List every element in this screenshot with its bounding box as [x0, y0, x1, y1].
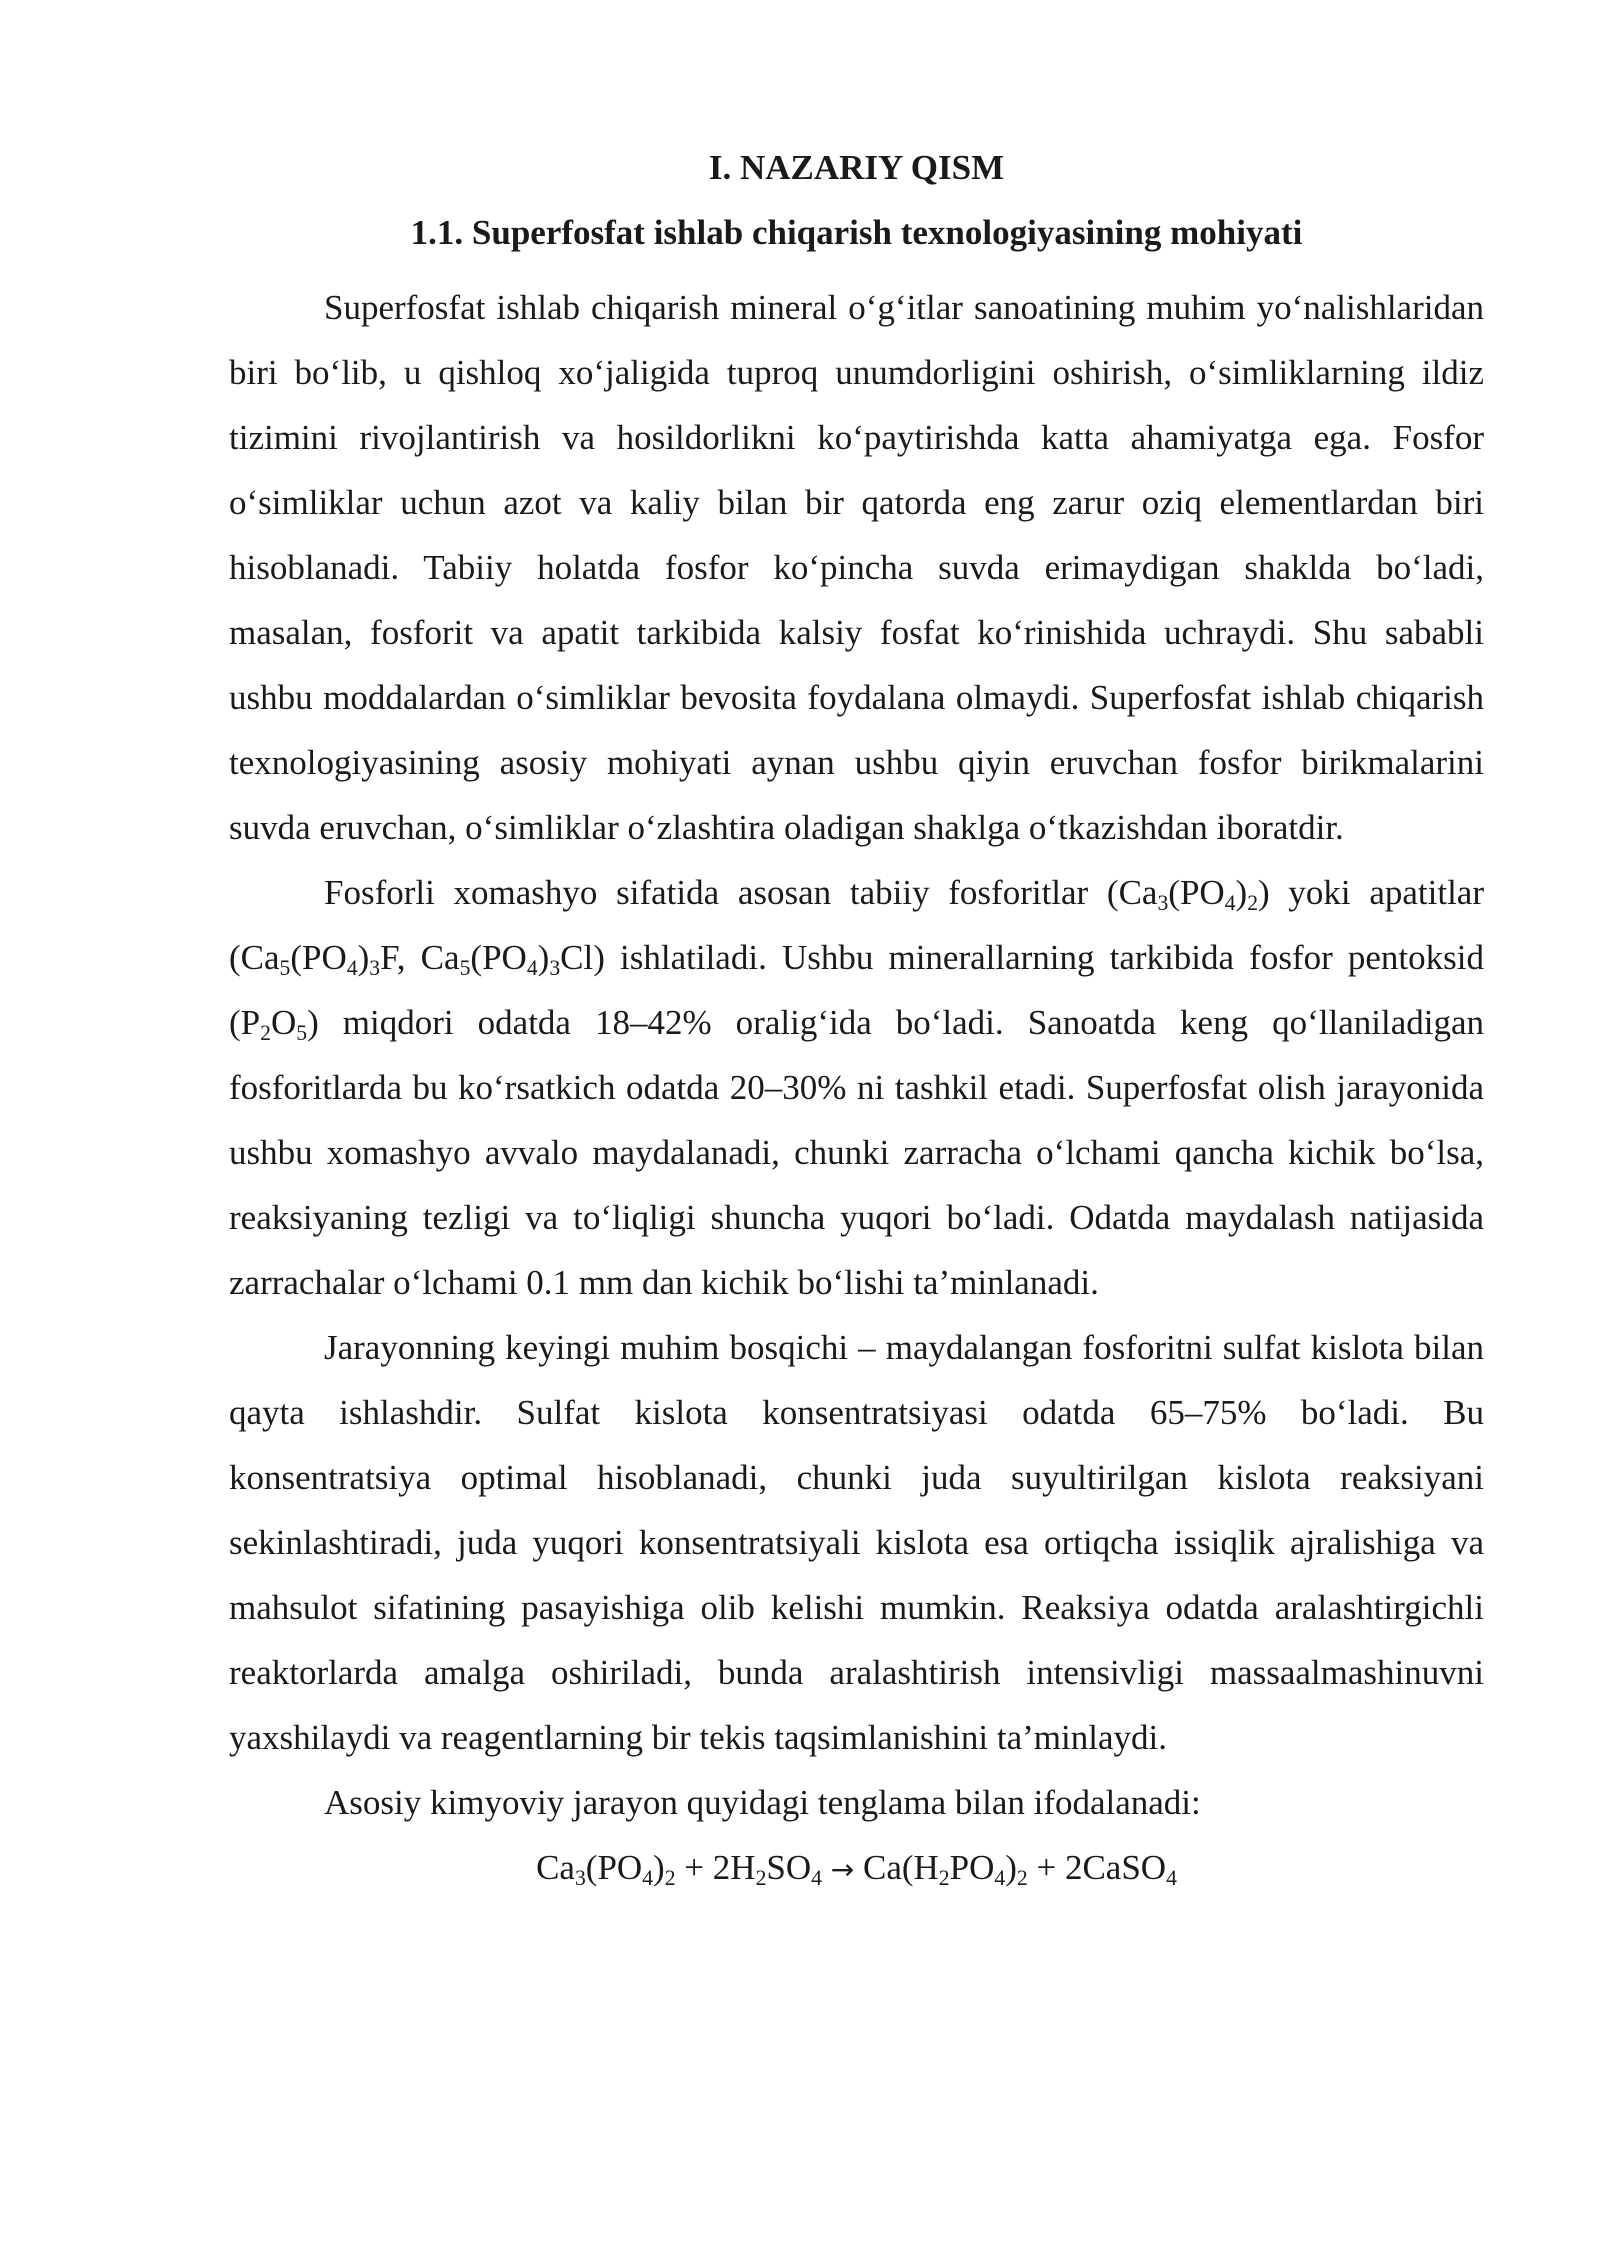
text-run: ) yoki apatitlar (Ca [229, 873, 1484, 977]
text-run: Cl) ishlatiladi. Ushbu minerallarning tarkibida fosfor pentoksid (P [229, 938, 1485, 1042]
subscript: 5 [459, 956, 471, 981]
text-run: (PO [585, 1848, 643, 1887]
paragraph-3: Jarayonning keyingi muhim bosqichi – maydalangan fosforitni sulfat kislota bilan qayta ishlashdir. Sulfat kislota konsentratsiyasi odatda 65–75% bo‘ladi. Bu konsentratsiya optimal hisoblanadi, chunki juda suyultirilgan kislota reaksiyani sekinlashtiradi, juda yuqori konsentratsiyali kislota esa ortiqcha issiqlik ajralishiga va mahsulot sifatining pasayishiga olib kelishi mumkin. Reaksiya odatda aralashtirgichli reaktorlarda amalga oshiriladi, bunda aralashtirish intensivligi massaalmashinuvni yaxshilaydi va reagentlarning bir tekis taqsimlanishini ta’minlaydi. [229, 1328, 1484, 1757]
text-run: O [270, 1003, 297, 1042]
text-run: Ca(H [862, 1848, 939, 1887]
text-run: F, Ca [380, 938, 460, 977]
text-run: Ca [536, 1848, 575, 1887]
text-run: (PO [290, 938, 347, 977]
subscript: 2 [1247, 891, 1259, 916]
text-run: (PO [470, 938, 527, 977]
subscript: 4 [346, 956, 358, 981]
subscript: 3 [574, 1866, 586, 1891]
subscript: 2 [664, 1866, 676, 1891]
text-run: (PO [1168, 873, 1225, 912]
subscript: 3 [549, 956, 561, 981]
text-run: ) [357, 938, 370, 977]
document-page [229, 145, 1484, 1902]
chapter-heading: I. NAZARIY QISM [708, 148, 1005, 187]
text-run: ) miqdori odatda 18–42% oralig‘ida bo‘ladi. Sanoatda keng qo‘llaniladigan fosforitlarda bu ko‘rsatkich odatda 20–30% ni tashkil etadi. Superfosfat olish jarayonida ushbu xomashyo avvalo maydalanadi, chunki zarracha o‘lchami qancha kichik bo‘lsa, reaksiyaning tezligi va to‘liqligi shuncha yuqori bo‘ladi. Odatda maydalash natijasida zarrachalar o‘lchami 0.1 mm dan kichik bo‘lishi ta’minlanadi. [229, 1003, 1484, 1302]
subscript: 5 [296, 1021, 308, 1046]
text-run: + 2H [675, 1848, 756, 1887]
text-run: SO [766, 1848, 812, 1887]
text-run: ) [653, 1848, 665, 1887]
text-run: PO [949, 1848, 995, 1887]
subscript: 4 [811, 1866, 822, 1891]
subscript: 4 [1224, 891, 1236, 916]
subscript: 4 [1166, 1866, 1177, 1891]
text-run: ) [1235, 873, 1248, 912]
paragraph-4: Asosiy kimyoviy jarayon quyidagi tenglama bilan ifodalanadi: [324, 1783, 1201, 1822]
reaction-arrow-icon: → [830, 1853, 855, 1886]
subscript: 4 [526, 956, 538, 981]
subscript: 2 [1016, 1866, 1028, 1891]
chemical-equation [229, 1835, 1484, 1902]
subscript: 2 [755, 1866, 767, 1891]
subscript: 2 [260, 1021, 271, 1046]
subscript: 4 [642, 1866, 654, 1891]
text-run: Fosforli xomashyo sifatida asosan tabiiy fosforitlar (Ca [324, 873, 1158, 912]
text-run: ) [537, 938, 550, 977]
subscript: 3 [369, 956, 381, 981]
subscript: 3 [1157, 891, 1169, 916]
paragraph-2 [229, 860, 1484, 1315]
subscript: 4 [994, 1866, 1006, 1891]
subscript: 5 [279, 956, 291, 981]
paragraph-1: Superfosfat ishlab chiqarish mineral o‘g‘itlar sanoatining muhim yo‘nalishlaridan biri bo‘lib, u qishloq xo‘jaligida tuproq unumdorligini oshirish, o‘simliklarning ildiz tizimini rivojlantirish va hosildorlikni ko‘paytirishda katta ahamiyatga ega. Fosfor o‘simliklar uchun azot va kaliy bilan bir qatorda eng zarur oziq elementlardan biri hisoblanadi. Tabiiy holatda fosfor ko‘pincha suvda erimaydigan shaklda bo‘ladi, masalan, fosforit va apatit tarkibida kalsiy fosfat ko‘rinishida uchraydi. Shu sababli ushbu moddalardan o‘simliklar bevosita foydalana olmaydi. Superfosfat ishlab chiqarish texnologiyasining asosiy mohiyati aynan ushbu qiyin eruvchan fosfor birikmalarini suvda eruvchan, o‘simliklar o‘zlashtira oladigan shaklga o‘tkazishdan iboratdir. [229, 288, 1484, 847]
section-title: 1.1. Superfosfat ishlab chiqarish texnologiyasining mohiyati [410, 213, 1303, 252]
text-run: ) [1005, 1848, 1017, 1887]
text-run: + 2CaSO [1027, 1848, 1167, 1887]
subscript: 2 [938, 1866, 950, 1891]
